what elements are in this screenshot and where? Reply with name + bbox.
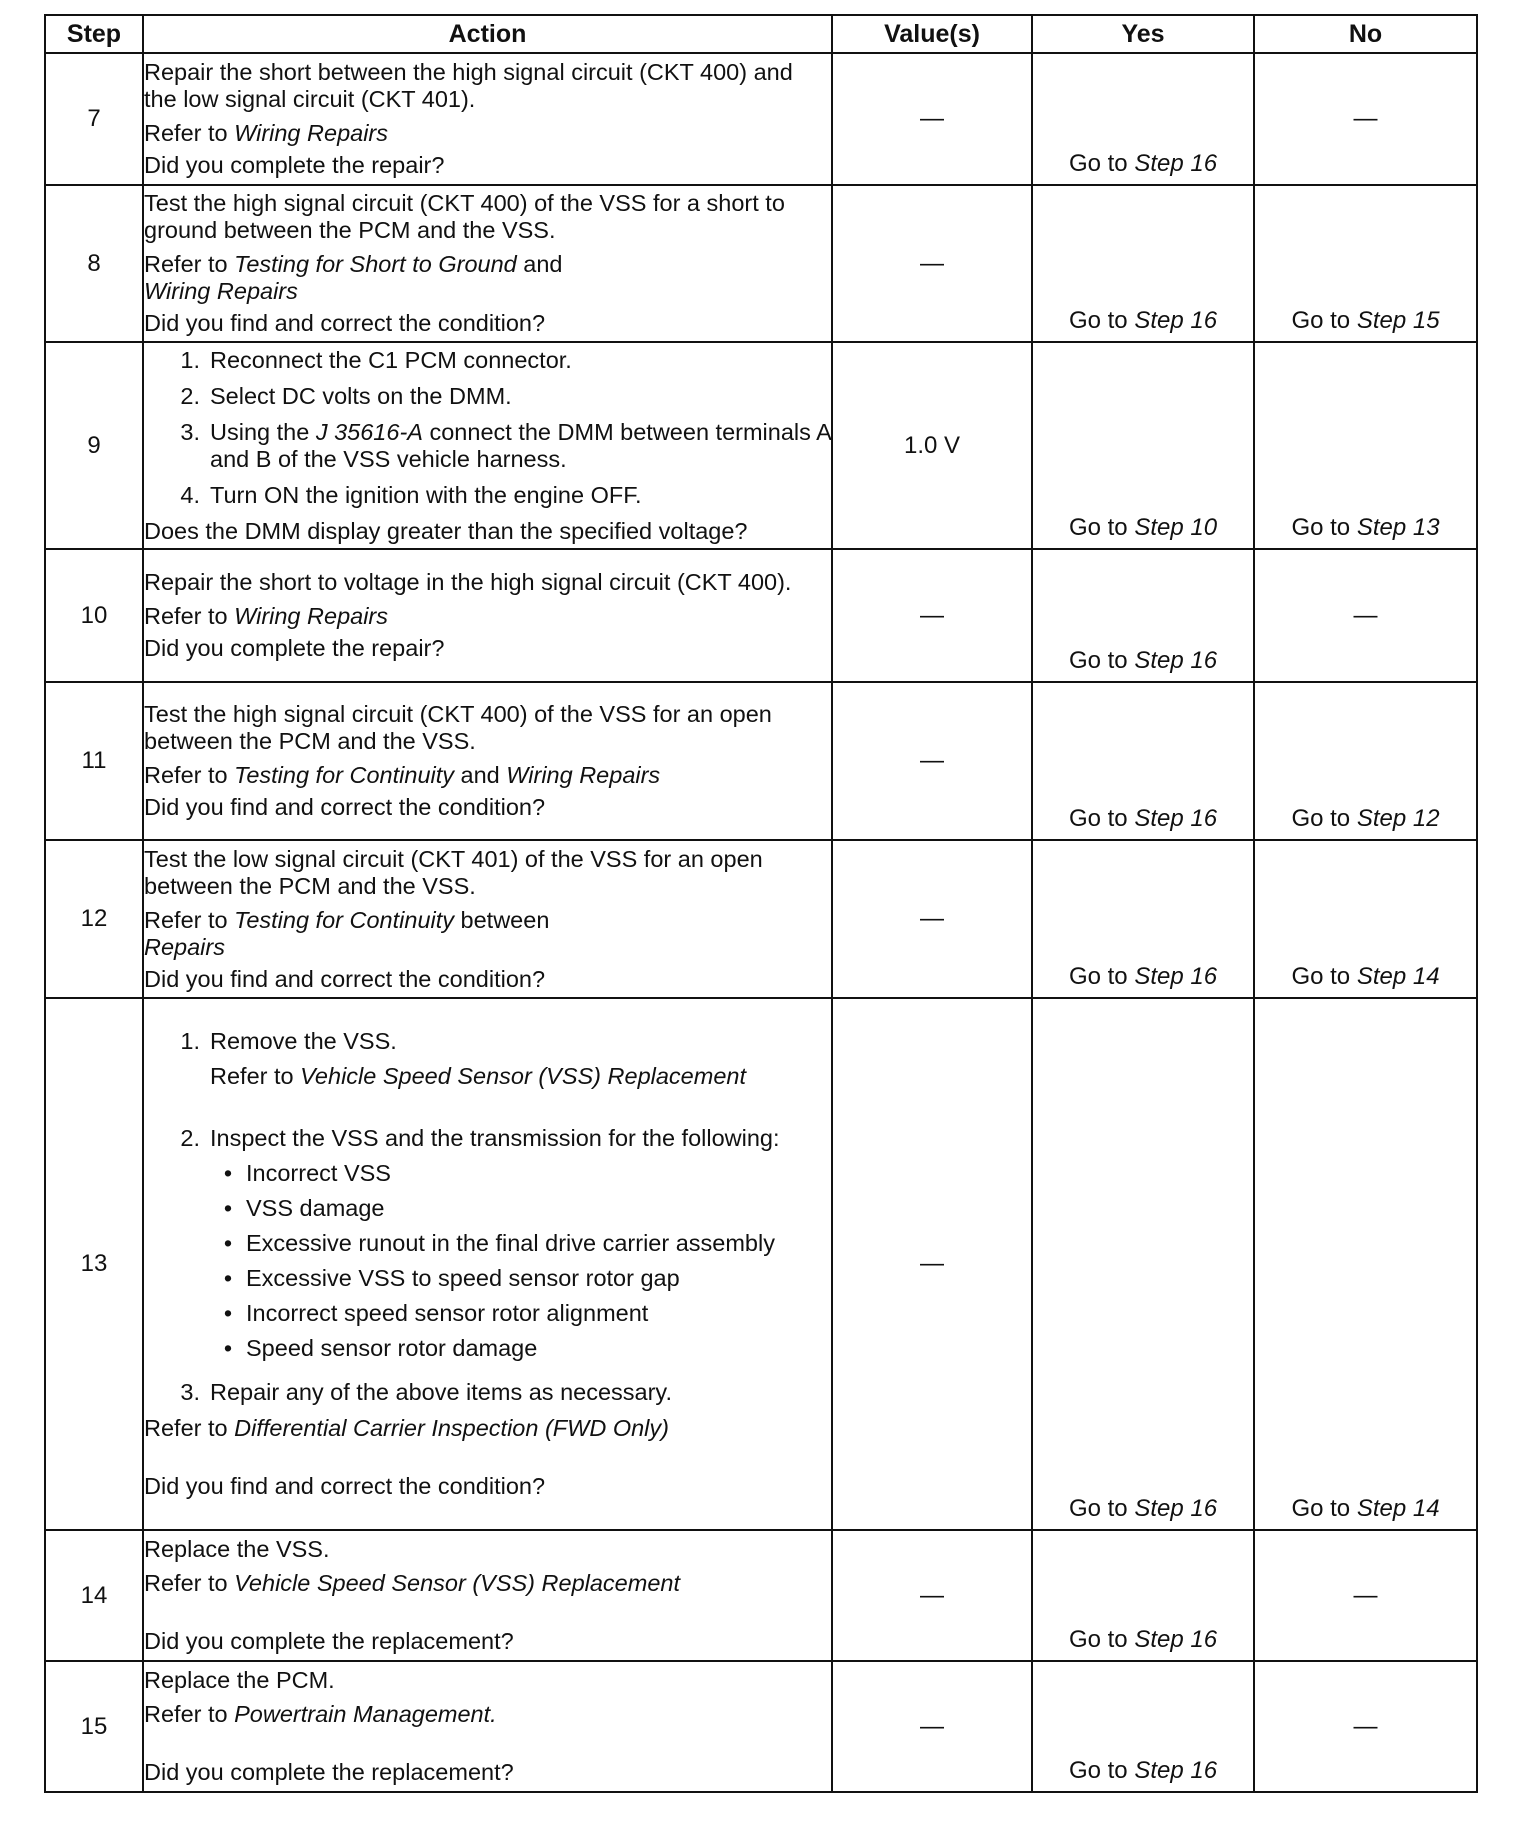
ref-prefix: Refer to: [144, 1415, 235, 1441]
reference-link: Testing for Continuity: [234, 762, 455, 788]
reference-line: [210, 1063, 831, 1090]
value-cell: —: [832, 998, 1032, 1530]
goto-prefix: Go to: [1068, 647, 1135, 674]
bullet-text: VSS damage: [246, 1195, 385, 1221]
no-cell: [1254, 682, 1477, 840]
ref-prefix: Refer to: [210, 1063, 301, 1089]
no-cell: —: [1254, 1661, 1477, 1792]
reference-line: [144, 1415, 831, 1442]
numbered-steps: [144, 347, 831, 509]
header-values: Value(s): [832, 15, 1032, 53]
goto-prefix: Go to: [1291, 963, 1357, 990]
item-number: 2.: [180, 1125, 200, 1151]
goto-step: Step 16: [1134, 307, 1218, 334]
no-goto: [1255, 514, 1476, 542]
goto-prefix: Go to: [1291, 514, 1357, 541]
item-text: Reconnect the C1 PCM connector.: [210, 346, 572, 373]
bullet-text: Excessive runout in the final drive carrier assembly: [246, 1230, 775, 1256]
no-goto: [1255, 805, 1476, 833]
goto-step: Step 16: [1134, 805, 1218, 832]
ref-join: between: [454, 906, 550, 933]
yes-goto: [1033, 1626, 1253, 1654]
item-text: Select DC volts on the DMM.: [210, 382, 512, 409]
reference-link: Testing for Short to Ground: [234, 251, 517, 277]
item-number: 4.: [180, 481, 200, 508]
goto-prefix: Go to: [1068, 963, 1135, 990]
action-text: Test the high signal circuit (CKT 400) of the VSS for a short to ground between the PCM and the VSS.: [144, 190, 785, 243]
action-cell: [143, 682, 832, 840]
value-cell: —: [832, 682, 1032, 840]
ref-prefix: Refer to: [144, 603, 235, 629]
value-cell: —: [832, 840, 1032, 998]
action-cell: [143, 53, 832, 185]
list-item: [144, 1125, 831, 1370]
yes-goto: [1033, 963, 1253, 991]
yes-cell: [1032, 53, 1254, 185]
table-row-step-7: [45, 53, 1477, 185]
bullet-item: • Excessive VSS to speed sensor rotor gap: [210, 1265, 831, 1292]
goto-prefix: Go to: [1291, 805, 1357, 832]
item-number: 2.: [180, 382, 200, 409]
goto-prefix: Go to: [1068, 1757, 1135, 1784]
goto-prefix: Go to: [1291, 307, 1357, 334]
reference-link: Wiring Repairs: [144, 278, 298, 304]
ref-prefix: Refer to: [144, 762, 235, 788]
no-goto: [1255, 307, 1476, 335]
numbered-steps: [144, 1028, 831, 1406]
step-number: 15: [45, 1661, 143, 1792]
text-fragment: Remove the VSS.: [210, 1028, 397, 1054]
table-row-step-13: [45, 998, 1477, 1530]
reference-line: [144, 907, 831, 961]
value-cell: —: [832, 1530, 1032, 1661]
header-action: Action: [143, 15, 832, 53]
bullet-item: • VSS damage: [210, 1195, 831, 1222]
ref-join: and: [516, 251, 563, 277]
goto-prefix: Go to: [1068, 150, 1135, 177]
header-no: No: [1254, 15, 1477, 53]
no-cell: [1254, 998, 1477, 1530]
reference-line: [144, 1701, 831, 1728]
list-item: [144, 419, 831, 473]
goto-step: Step 16: [1134, 1495, 1218, 1522]
bullet-text: Incorrect VSS: [246, 1160, 391, 1186]
reference-link: Wiring Repairs: [506, 762, 661, 788]
item-text: [210, 419, 831, 473]
question-text: Did you complete the repair?: [144, 152, 445, 178]
action-cell: [143, 342, 832, 549]
action-text: Test the high signal circuit (CKT 400) of the VSS for an open between the PCM and the VSS.: [144, 701, 772, 754]
yes-goto: [1033, 150, 1253, 178]
goto-step: Step 13: [1356, 514, 1440, 541]
goto-prefix: Go to: [1291, 1495, 1357, 1522]
item-text: [210, 1125, 831, 1370]
goto-step: Step 16: [1134, 647, 1218, 674]
action-cell: [143, 185, 832, 342]
goto-prefix: Go to: [1068, 307, 1135, 334]
ref-prefix: Refer to: [144, 906, 235, 933]
text-fragment: Using the: [210, 418, 316, 445]
list-item: [144, 482, 831, 509]
ref-prefix: Refer to: [144, 251, 235, 277]
action-cell: [143, 998, 832, 1530]
step-number: 10: [45, 549, 143, 682]
value-cell: —: [832, 549, 1032, 682]
action-text: Repair the short to voltage in the high signal circuit (CKT 400).: [144, 569, 792, 595]
yes-goto: [1033, 1757, 1253, 1785]
no-goto: [1255, 963, 1476, 991]
action-cell: [143, 1661, 832, 1792]
step-number: 14: [45, 1530, 143, 1661]
value-cell: —: [832, 1661, 1032, 1792]
bullet-text: Incorrect speed sensor rotor alignment: [246, 1300, 649, 1326]
value-cell: —: [832, 185, 1032, 342]
yes-cell: [1032, 1530, 1254, 1661]
yes-goto: [1033, 307, 1253, 335]
list-item: [144, 1379, 831, 1406]
reference-link: Repairs: [144, 933, 225, 960]
item-number: 3.: [180, 1379, 200, 1405]
goto-prefix: Go to: [1068, 805, 1135, 832]
yes-cell: [1032, 840, 1254, 998]
item-text: Repair any of the above items as necessary.: [210, 1379, 672, 1405]
table-row-step-12: [45, 840, 1477, 998]
yes-goto: [1033, 514, 1253, 542]
goto-prefix: Go to: [1068, 1495, 1135, 1522]
reference-line: [144, 603, 831, 630]
list-item: [144, 347, 831, 374]
item-number: 1.: [180, 346, 200, 373]
action-cell: [143, 549, 832, 682]
goto-step: Step 14: [1356, 1495, 1440, 1522]
question-text: Did you find and correct the condition?: [144, 965, 546, 992]
step-number: 7: [45, 53, 143, 185]
ref-prefix: Refer to: [144, 120, 235, 146]
ref-join: and: [454, 762, 507, 788]
no-cell: [1254, 185, 1477, 342]
item-number: 1.: [180, 1028, 200, 1054]
no-cell: —: [1254, 53, 1477, 185]
step-number: 12: [45, 840, 143, 998]
question-text: Did you complete the replacement?: [144, 1628, 514, 1654]
tool-number: J 35616-A: [315, 418, 423, 445]
reference-link: Differential Carrier Inspection (FWD Only): [234, 1415, 669, 1441]
text-fragment: Inspect the VSS and the transmission for the following:: [210, 1125, 780, 1151]
item-number: 3.: [180, 418, 200, 445]
goto-step: Step 16: [1134, 1757, 1218, 1784]
goto-step: Step 16: [1134, 150, 1218, 177]
step-number: 13: [45, 998, 143, 1530]
goto-step: Step 10: [1134, 514, 1218, 541]
bullet-item: • Excessive runout in the final drive carrier assembly: [210, 1230, 831, 1257]
goto-prefix: Go to: [1068, 514, 1135, 541]
goto-step: Step 15: [1356, 307, 1440, 334]
item-text: [210, 1028, 831, 1116]
step-number: 9: [45, 342, 143, 549]
table-row-step-11: [45, 682, 1477, 840]
yes-cell: [1032, 185, 1254, 342]
table-row-step-8: [45, 185, 1477, 342]
step-number: 11: [45, 682, 143, 840]
no-goto: [1255, 1495, 1476, 1523]
list-item: [144, 1028, 831, 1116]
action-text: Repair the short between the high signal circuit (CKT 400) and the low signal circuit (CKT 401).: [144, 59, 793, 112]
diagnostic-table: [44, 14, 1478, 1793]
reference-line: [144, 762, 831, 789]
table-row-step-15: [45, 1661, 1477, 1792]
reference-link: Powertrain Management.: [234, 1701, 497, 1727]
reference-line: [144, 120, 831, 147]
table-row-step-10: [45, 549, 1477, 682]
question-text: Did you find and correct the condition?: [144, 1473, 546, 1499]
no-cell: —: [1254, 549, 1477, 682]
yes-cell: [1032, 682, 1254, 840]
question-text: Did you complete the replacement?: [144, 1759, 514, 1785]
bullet-text: Speed sensor rotor damage: [246, 1335, 538, 1361]
yes-cell: [1032, 1661, 1254, 1792]
question-text: Did you find and correct the condition?: [144, 794, 546, 820]
question-text: Did you complete the repair?: [144, 635, 445, 661]
reference-link: Wiring Repairs: [234, 603, 389, 629]
reference-line: [144, 251, 831, 305]
bullet-item: • Speed sensor rotor damage: [210, 1335, 831, 1362]
ref-prefix: Refer to: [144, 1701, 235, 1727]
ref-prefix: Refer to: [144, 1570, 235, 1596]
header-step: Step: [45, 15, 143, 53]
action-text: Test the low signal circuit (CKT 401) of the VSS for an open between the PCM and the VSS.: [144, 845, 763, 899]
item-text: Turn ON the ignition with the engine OFF.: [210, 481, 642, 508]
action-cell: [143, 840, 832, 998]
list-item: [144, 383, 831, 410]
reference-line: [144, 1570, 831, 1597]
goto-step: Step 12: [1356, 805, 1440, 832]
goto-step: Step 14: [1356, 963, 1440, 990]
bullet-item: • Incorrect VSS: [210, 1160, 831, 1187]
yes-cell: [1032, 998, 1254, 1530]
action-text: Replace the PCM.: [144, 1667, 335, 1693]
header-row: [45, 15, 1477, 53]
no-cell: [1254, 342, 1477, 549]
yes-cell: [1032, 549, 1254, 682]
value-cell: —: [832, 53, 1032, 185]
bullet-text: Excessive VSS to speed sensor rotor gap: [246, 1265, 680, 1291]
reference-link: Testing for Continuity: [234, 906, 455, 933]
no-cell: —: [1254, 1530, 1477, 1661]
step-number: 8: [45, 185, 143, 342]
yes-goto: [1033, 647, 1253, 675]
reference-link: Vehicle Speed Sensor (VSS) Replacement: [300, 1063, 746, 1089]
value-cell: 1.0 V: [832, 342, 1032, 549]
table-row-step-14: [45, 1530, 1477, 1661]
question-text: Did you find and correct the condition?: [144, 310, 546, 336]
no-cell: [1254, 840, 1477, 998]
action-cell: [143, 1530, 832, 1661]
reference-link: Vehicle Speed Sensor (VSS) Replacement: [234, 1570, 680, 1596]
goto-step: Step 16: [1134, 963, 1218, 990]
action-text: Replace the VSS.: [144, 1536, 330, 1562]
bullet-list: [210, 1160, 831, 1362]
yes-cell: [1032, 342, 1254, 549]
header-yes: Yes: [1032, 15, 1254, 53]
table-row-step-9: [45, 342, 1477, 549]
bullet-item: • Incorrect speed sensor rotor alignment: [210, 1300, 831, 1327]
goto-step: Step 16: [1134, 1626, 1218, 1653]
reference-link: Wiring Repairs: [234, 120, 389, 146]
yes-goto: [1033, 1495, 1253, 1523]
question-text: Does the DMM display greater than the specified voltage?: [144, 517, 748, 544]
text-fragment: connect the DMM between terminals A and B of the VSS vehicle harness.: [210, 418, 831, 472]
goto-prefix: Go to: [1068, 1626, 1135, 1653]
yes-goto: [1033, 805, 1253, 833]
